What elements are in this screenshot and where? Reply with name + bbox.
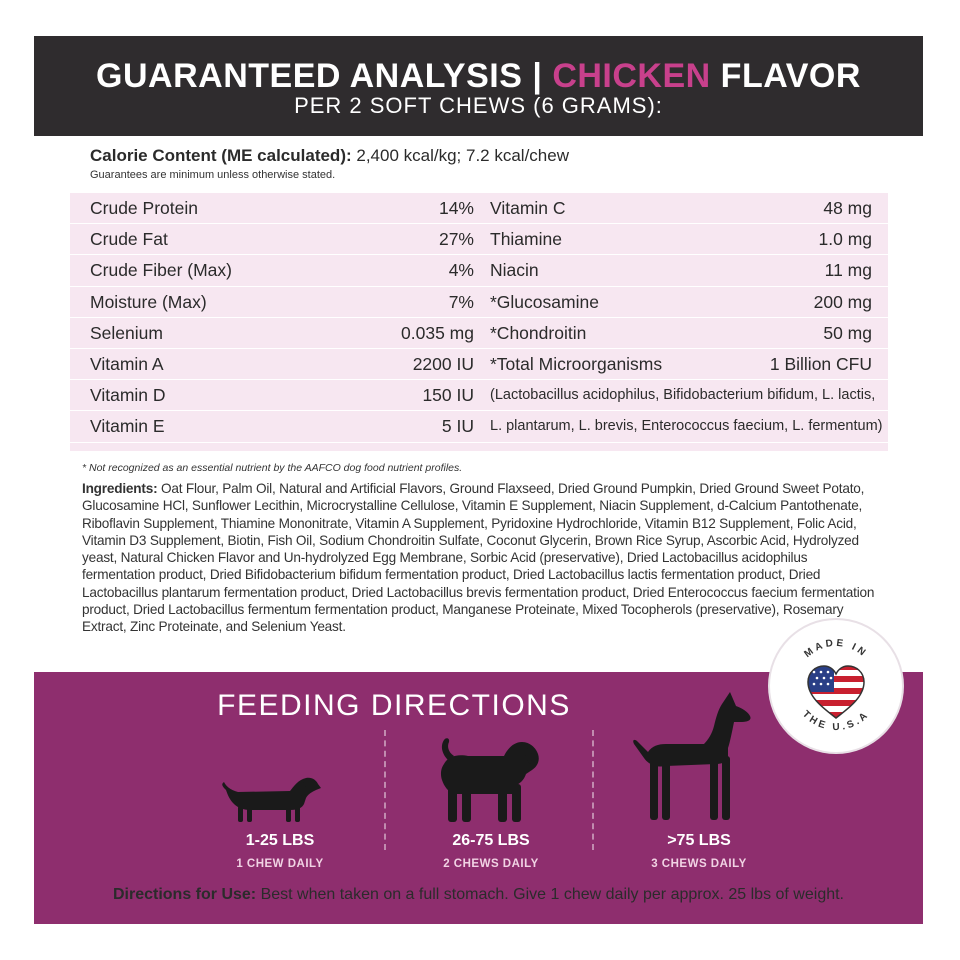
calorie-value: 2,400 kcal/kg; 7.2 kcal/chew — [351, 146, 569, 165]
small-dog-icon — [220, 776, 324, 826]
nutrient-value: 0.035 mg — [401, 322, 474, 343]
feeding-title: FEEDING DIRECTIONS — [217, 689, 571, 722]
badge-bottom-text: THE U.S.A — [800, 708, 872, 734]
nutrient-value: 11 mg — [824, 260, 872, 281]
calorie-content — [90, 146, 569, 166]
analysis-row — [474, 349, 888, 380]
nutrient-value: 1 Billion CFU — [769, 353, 872, 374]
microorganism-note: (Lactobacillus acidophilus, Bifidobacterium bifidum, L. lactis, — [490, 387, 876, 404]
nutrient-name: Vitamin D — [90, 385, 166, 406]
made-in-usa-badge — [770, 620, 902, 752]
nutrient-name: Vitamin A — [90, 353, 164, 374]
analysis-row — [70, 224, 474, 255]
ingredients-label: Ingredients: — [82, 481, 158, 496]
microorganism-note: L. plantarum, L. brevis, Enterococcus faecium, L. fermentum) — [490, 418, 883, 435]
analysis-column-left — [70, 193, 474, 443]
microorganism-note-row — [474, 411, 888, 442]
tier-chews: 2 CHEWS DAILY — [443, 858, 539, 870]
nutrient-name: Crude Protein — [90, 198, 198, 218]
nutrient-value: 150 IU — [422, 385, 474, 406]
analysis-row — [70, 411, 474, 442]
ingredients-text: Oat Flour, Palm Oil, Natural and Artificial Flavors, Ground Flaxseed, Dried Ground Pumpkin, Dried Ground Sweet Potato, Glucosamine HCl, Sunflower Lecithin, Microcrystalline Cellulose, Vitamin E Supplement, Niacin Supplement, d-Calcium Pantothenate, Riboflavin Supplement, Thiamine Mononitrate, Vitamin A Supplement, Pyridoxine Hydrochloride, Vitamin B12 Supplement, Folic Acid, Vitamin D3 Supplement, Biotin, Fish Oil, Sodium Chondroitin Sulfate, Coconut Glycerin, Brown Rice Syrup, Ascorbic Acid, Hydrolyzed yeast, Natural Chicken Flavor and Un-hydrolyzed Egg Membrane, Sorbic Acid (preservative), Dried Lactobacillus acidophilus fermentation product, Dried Bifidobacterium bifidum fermentation product, Dried Lactobacillus lactis fermentation product, Dried Lactobacillus plantarum fermentation product, Dried Lactobacillus brevis fermentation product, Dried Enterococcus faecium fermentation product, Dried Lactobacillus fermentum fermentation product, Manganese Proteinate, Mixed Tocopherols (preservative), Rosemary Extract, Zinc Proteinate, and Selenium Yeast. — [82, 481, 875, 635]
svg-text:MADE IN — [802, 638, 869, 660]
nutrient-name: Moisture (Max) — [90, 291, 207, 312]
tier-weight: >75 LBS — [667, 832, 731, 849]
medium-dog-icon — [434, 734, 546, 826]
nutrient-value: 14% — [438, 198, 474, 218]
analysis-row — [70, 349, 474, 380]
nutrient-value: 2200 IU — [412, 353, 474, 374]
nutrient-name: Crude Fiber (Max) — [90, 260, 232, 281]
nutrient-value: 5 IU — [441, 416, 474, 437]
analysis-row — [474, 318, 888, 349]
nutrient-name: Selenium — [90, 322, 163, 343]
tier-chews: 3 CHEWS DAILY — [651, 858, 747, 870]
nutrient-footnote: * Not recognized as an essential nutrient by the AAFCO dog food nutrient profiles. — [82, 462, 463, 474]
analysis-row — [474, 193, 888, 224]
calorie-label: Calorie Content (ME calculated): — [90, 146, 352, 165]
analysis-row — [70, 193, 474, 224]
tier-weight: 1-25 LBS — [245, 832, 315, 849]
nutrient-name: *Chondroitin — [490, 322, 587, 343]
analysis-header — [34, 36, 923, 136]
nutrient-value: 1.0 mg — [818, 229, 872, 250]
nutrient-name: *Glucosamine — [490, 291, 599, 312]
nutrient-value: 27% — [438, 229, 474, 250]
nutrient-name: Vitamin E — [90, 416, 165, 437]
tier-chews: 1 CHEW DAILY — [236, 858, 324, 870]
analysis-row — [70, 255, 474, 286]
microorganism-note-row — [474, 380, 888, 411]
large-dog-icon — [626, 688, 758, 828]
analysis-column-right — [474, 193, 888, 443]
analysis-row — [474, 224, 888, 255]
tier-weight: 26-75 LBS — [452, 832, 530, 849]
nutrient-value: 48 mg — [823, 198, 872, 218]
analysis-row — [70, 318, 474, 349]
ingredients-list — [82, 480, 882, 636]
nutrient-value: 7% — [448, 291, 474, 312]
nutrient-name: *Total Microorganisms — [490, 353, 663, 374]
nutrient-value: 200 mg — [813, 291, 872, 312]
analysis-table — [70, 193, 888, 451]
nutrient-name: Vitamin C — [490, 198, 566, 218]
title-part-1: GUARANTEED ANALYSIS | — [96, 57, 553, 95]
title-accent: CHICKEN — [552, 57, 711, 95]
directions-for-use — [34, 886, 923, 904]
tier-divider — [592, 730, 594, 850]
header-title — [34, 57, 923, 95]
usa-heart-flag-icon — [806, 664, 866, 720]
nutrient-name: Niacin — [490, 260, 539, 281]
guarantee-note: Guarantees are minimum unless otherwise stated. — [90, 169, 336, 181]
title-part-2: FLAVOR — [710, 57, 861, 95]
analysis-row — [70, 287, 474, 318]
nutrient-name: Thiamine — [490, 229, 562, 250]
directions-text: Best when taken on a full stomach. Give 1 chew daily per approx. 25 lbs of weight. — [256, 886, 844, 903]
nutrient-value: 4% — [448, 260, 474, 281]
made-in-usa-seal — [770, 620, 902, 752]
badge-top-text: MADE IN — [802, 637, 870, 661]
analysis-row — [474, 255, 888, 286]
analysis-row — [70, 380, 474, 411]
analysis-row — [474, 287, 888, 318]
header-subtitle: PER 2 SOFT CHEWS (6 GRAMS): — [294, 93, 663, 118]
nutrient-value: 50 mg — [823, 322, 872, 343]
nutrient-name: Crude Fat — [90, 229, 168, 250]
directions-label: Directions for Use: — [112, 886, 257, 903]
tier-divider — [384, 730, 386, 850]
